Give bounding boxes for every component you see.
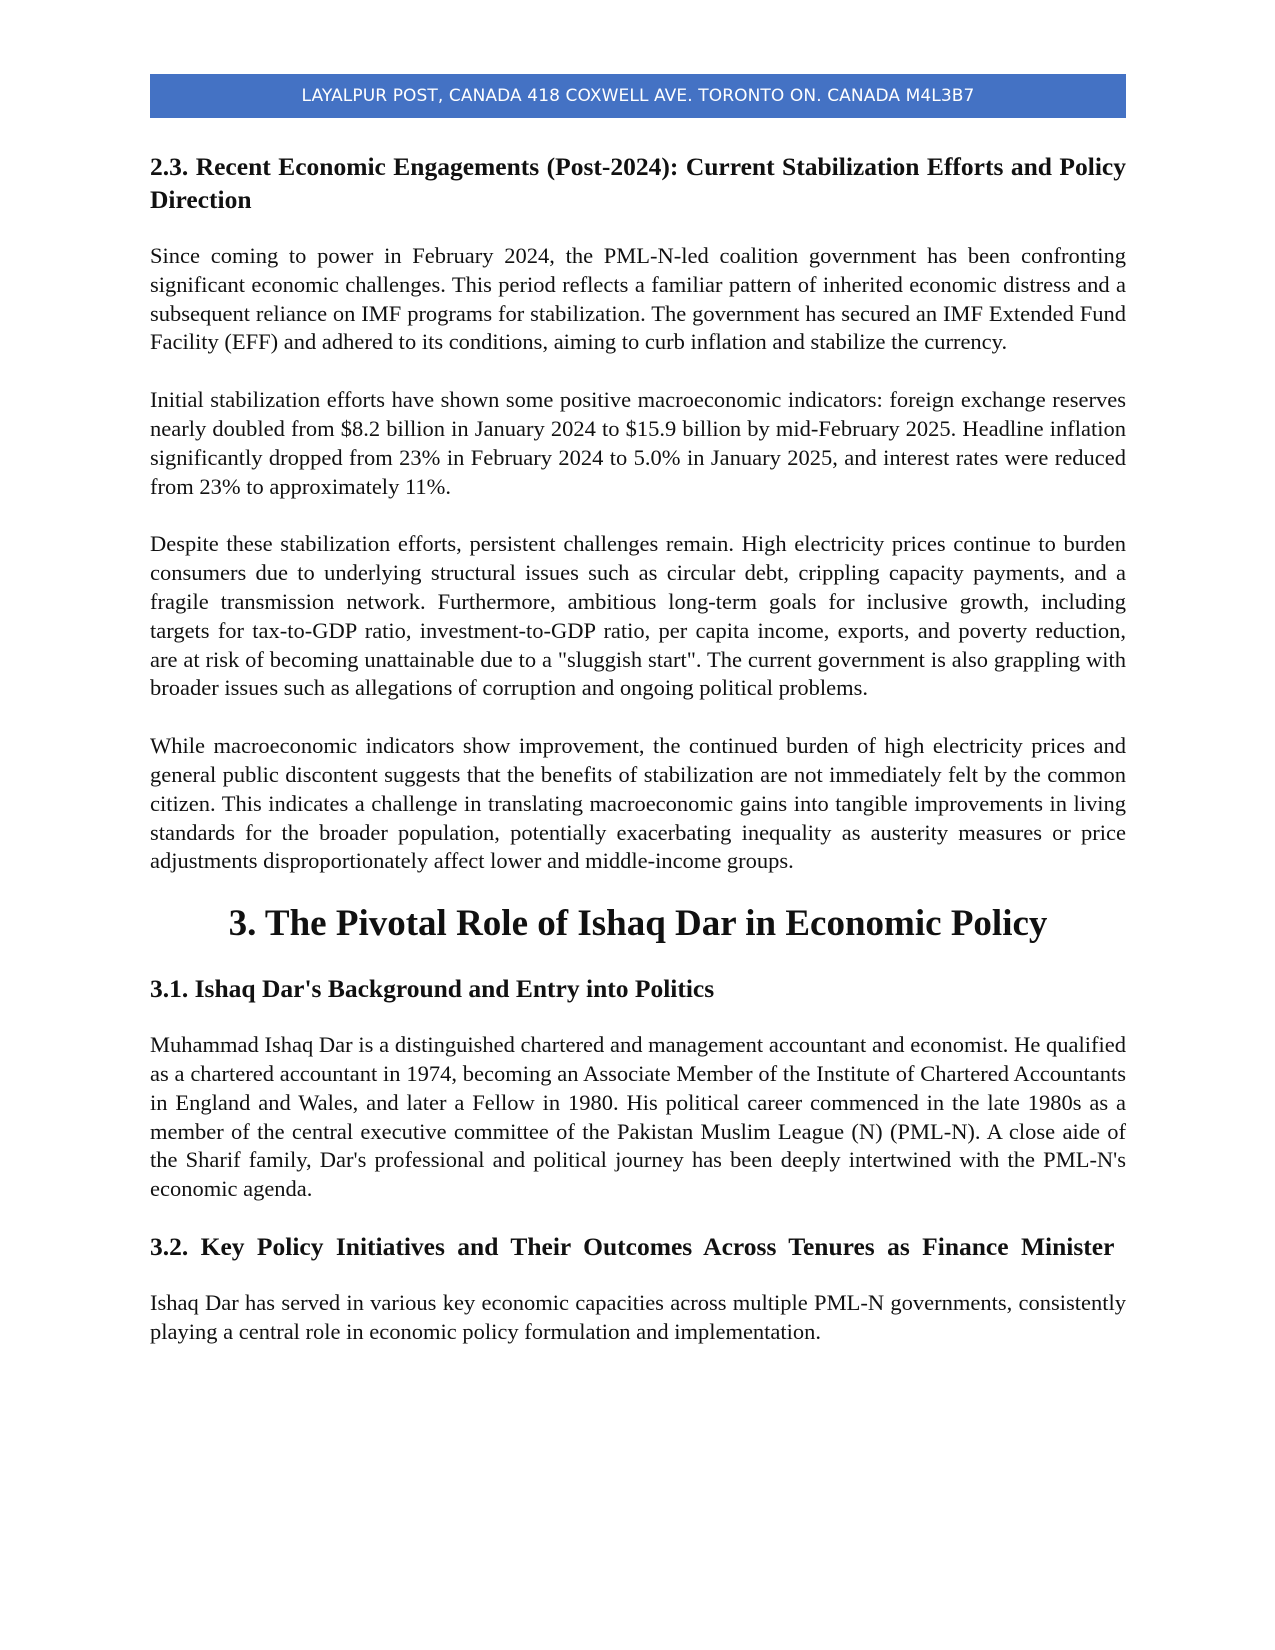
section-3-1-heading: 3.1. Ishaq Dar's Background and Entry into Politics [150,974,715,1004]
section-3-1-paragraph: Muhammad Ishaq Dar is a distinguished chartered and management accountant and economist. He qualified as a chartered accountant in 1974, becoming an Associate Member of the Institute of Chartered Accountants in England and Wales, and later a Fellow in 1980. His political career commenced in the late 1980s as a member of the central executive committee of the Pakistan Muslim League (N) (PML-N). A close aide of the Sharif family, Dar's professional and political journey has been deeply intertwined with the PML-N's economic agenda. [150,1032,1126,1202]
section-2-3-paragraph-2: Initial stabilization efforts have shown some positive macroeconomic indicators: foreign exchange reserves nearly doubled from $8.2 billion in January 2024 to $15.9 billion by mid-February 2025. Headline inflation significantly dropped from 23% in February 2024 to 5.0% in January 2025, and interest rates were reduced from 23% to approximately 11%. [150,387,1126,499]
section-3-2-paragraph: Ishaq Dar has served in various key economic capacities across multiple PML-N governments, consistently playing a central role in economic policy formulation and implementation. [150,1289,1126,1344]
document-body [150,150,1126,1347]
page-header-banner: LAYALPUR POST, CANADA 418 COXWELL AVE. TORONTO ON. CANADA M4L3B7 [150,74,1126,118]
section-3-2-heading: 3.2. Key Policy Initiatives and Their Outcomes Across Tenures as Finance Minister [150,1231,1115,1261]
section-2-3-paragraph-3: Despite these stabilization efforts, persistent challenges remain. High electricity prices continue to burden consumers due to underlying structural issues such as circular debt, crippling capacity payments, and a fragile transmission network. Furthermore, ambitious long-term goals for inclusive growth, including targets for tax-to-GDP ratio, investment-to-GDP ratio, per capita income, exports, and poverty reduction, are at risk of becoming unattainable due to a "sluggish start". The current government is also grappling with broader issues such as allegations of corruption and ongoing political problems. [150,531,1126,701]
section-2-3-paragraph-4: While macroeconomic indicators show improvement, the continued burden of high electricity prices and general public discontent suggests that the benefits of stabilization are not immediately felt by the common citizen. This indicates a challenge in translating macroeconomic gains into tangible improvements in living standards for the broader population, potentially exacerbating inequality as austerity measures or price adjustments disproportionately affect lower and middle-income groups. [150,733,1126,874]
section-2-3-paragraph-1: Since coming to power in February 2024, the PML-N-led coalition government has been confronting significant economic challenges. This period reflects a familiar pattern of inherited economic distress and a subsequent reliance on IMF programs for stabilization. The government has secured an IMF Extended Fund Facility (EFF) and adhered to its conditions, aiming to curb inflation and stabilize the currency. [150,243,1126,355]
section-3-title: 3. The Pivotal Role of Ishaq Dar in Economic Policy [228,903,1048,945]
section-2-3-heading: 2.3. Recent Economic Engagements (Post-2024): Current Stabilization Efforts and Policy Direction [150,152,1126,214]
